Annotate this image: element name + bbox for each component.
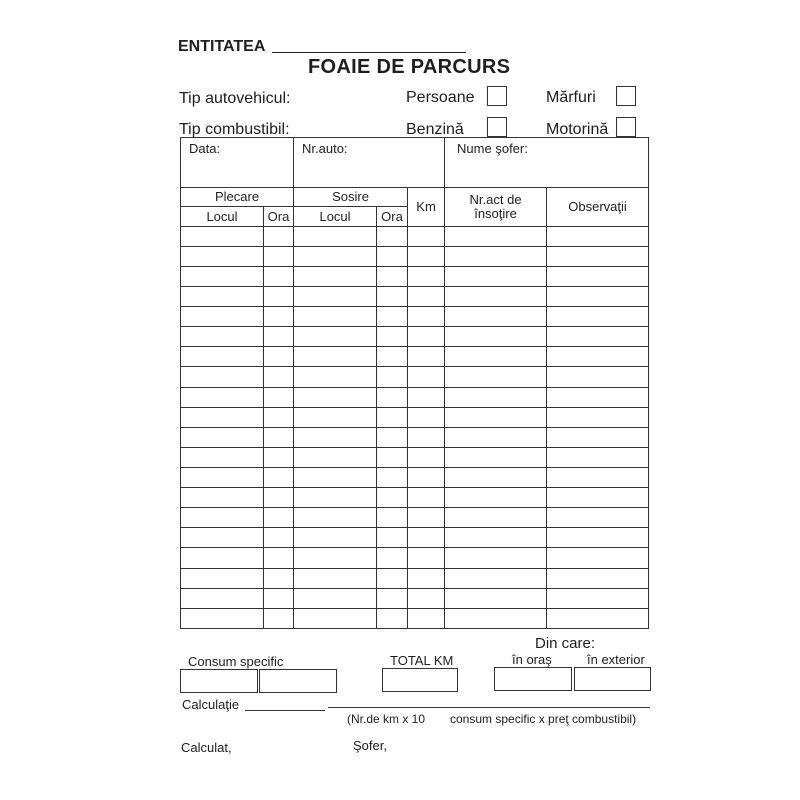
- of-which-label: Din care:: [535, 635, 596, 652]
- arrival-place-cell[interactable]: [294, 588, 377, 608]
- departure-hour-cell[interactable]: [264, 427, 294, 447]
- consumption-box-2[interactable]: [259, 669, 337, 693]
- arrival-place-cell[interactable]: [294, 387, 377, 407]
- arrival-place-cell[interactable]: [294, 367, 377, 387]
- departure-place-cell[interactable]: [181, 367, 264, 387]
- departure-place-cell[interactable]: [181, 407, 264, 427]
- arrival-hour-cell[interactable]: [377, 608, 408, 628]
- date-cell[interactable]: [181, 138, 294, 188]
- departure-place-cell[interactable]: [181, 347, 264, 367]
- km-cell[interactable]: [408, 287, 445, 307]
- document-cell[interactable]: [445, 588, 547, 608]
- marfuri-checkbox[interactable]: [616, 86, 636, 106]
- arrival-hour-cell[interactable]: [377, 548, 408, 568]
- total-km-box[interactable]: [382, 668, 458, 692]
- consumption-box-1[interactable]: [180, 669, 258, 693]
- arrival-place-cell[interactable]: [294, 608, 377, 628]
- persoane-checkbox[interactable]: [487, 86, 507, 106]
- departure-header: Plecare: [181, 187, 294, 207]
- departure-hour-cell[interactable]: [264, 327, 294, 347]
- notes-cell[interactable]: [547, 528, 649, 548]
- document-cell[interactable]: [445, 266, 547, 286]
- table-row: [181, 266, 649, 286]
- km-cell[interactable]: [408, 226, 445, 246]
- arrival-hour-header: Ora: [377, 207, 408, 227]
- departure-hour-cell[interactable]: [264, 447, 294, 467]
- arrival-hour-cell[interactable]: [377, 488, 408, 508]
- arrival-place-cell[interactable]: [294, 568, 377, 588]
- arrival-hour-cell[interactable]: [377, 468, 408, 488]
- km-cell[interactable]: [408, 528, 445, 548]
- departure-hour-cell[interactable]: [264, 266, 294, 286]
- departure-hour-cell[interactable]: [264, 588, 294, 608]
- departure-hour-cell[interactable]: [264, 568, 294, 588]
- departure-place-header: Locul: [181, 207, 264, 227]
- arrival-place-header: Locul: [294, 207, 377, 227]
- document-cell[interactable]: [445, 226, 547, 246]
- table-row: [181, 468, 649, 488]
- departure-place-cell[interactable]: [181, 508, 264, 528]
- departure-place-cell[interactable]: [181, 568, 264, 588]
- arrival-hour-cell[interactable]: [377, 588, 408, 608]
- departure-place-cell[interactable]: [181, 266, 264, 286]
- departure-hour-cell[interactable]: [264, 608, 294, 628]
- table-row: [181, 427, 649, 447]
- formula-left-text: (Nr.de km x 10: [347, 712, 426, 726]
- arrival-place-cell[interactable]: [294, 407, 377, 427]
- table-row: [181, 588, 649, 608]
- plate-label: Nr.auto:: [302, 141, 348, 156]
- notes-cell[interactable]: [547, 287, 649, 307]
- document-cell[interactable]: [445, 287, 547, 307]
- trip-log-table: [180, 137, 649, 629]
- departure-hour-header: Ora: [264, 207, 294, 227]
- total-km-label: TOTAL KM: [390, 653, 454, 668]
- km-cell[interactable]: [408, 608, 445, 628]
- outside-city-label: în exterior: [587, 652, 645, 667]
- arrival-hour-cell[interactable]: [377, 367, 408, 387]
- option-benzina-label: Benzină: [406, 121, 464, 138]
- departure-hour-cell[interactable]: [264, 548, 294, 568]
- option-persoane-label: Persoane: [406, 89, 475, 106]
- calculated-by-label: Calculat,: [181, 740, 232, 755]
- km-cell[interactable]: [408, 407, 445, 427]
- arrival-place-cell[interactable]: [294, 287, 377, 307]
- arrival-place-cell[interactable]: [294, 266, 377, 286]
- document-header-line1: Nr.act de: [469, 191, 522, 207]
- km-cell[interactable]: [408, 568, 445, 588]
- notes-cell[interactable]: [547, 226, 649, 246]
- departure-hour-cell[interactable]: [264, 508, 294, 528]
- document-cell[interactable]: [445, 548, 547, 568]
- driver-signature-label: Şofer,: [353, 738, 387, 753]
- arrival-hour-cell[interactable]: [377, 307, 408, 327]
- document-cell[interactable]: [445, 387, 547, 407]
- notes-cell[interactable]: [547, 548, 649, 568]
- arrival-place-cell[interactable]: [294, 548, 377, 568]
- document-cell[interactable]: [445, 528, 547, 548]
- calculation-label: Calculaţie: [182, 697, 240, 712]
- document-cell[interactable]: [445, 488, 547, 508]
- document-cell[interactable]: [445, 307, 547, 327]
- km-cell[interactable]: [408, 468, 445, 488]
- arrival-hour-cell[interactable]: [377, 508, 408, 528]
- arrival-hour-cell[interactable]: [377, 568, 408, 588]
- option-motorina-label: Motorină: [546, 121, 609, 138]
- arrival-place-cell[interactable]: [294, 226, 377, 246]
- document-cell[interactable]: [445, 508, 547, 528]
- departure-hour-cell[interactable]: [264, 468, 294, 488]
- notes-cell[interactable]: [547, 307, 649, 327]
- km-cell[interactable]: [408, 508, 445, 528]
- notes-cell[interactable]: [547, 327, 649, 347]
- arrival-hour-cell[interactable]: [377, 447, 408, 467]
- departure-hour-cell[interactable]: [264, 367, 294, 387]
- document-cell[interactable]: [445, 447, 547, 467]
- outside-city-box[interactable]: [574, 667, 651, 691]
- notes-cell[interactable]: [547, 246, 649, 266]
- arrival-hour-cell[interactable]: [377, 287, 408, 307]
- entity-label: ENTITATEA: [178, 38, 266, 55]
- document-header-line2: însoţire: [474, 205, 517, 221]
- in-city-box[interactable]: [494, 667, 572, 691]
- document-cell[interactable]: [445, 246, 547, 266]
- table-row: [181, 246, 649, 266]
- document-cell[interactable]: [445, 608, 547, 628]
- departure-place-cell[interactable]: [181, 608, 264, 628]
- arrival-place-cell[interactable]: [294, 528, 377, 548]
- document-cell[interactable]: [445, 468, 547, 488]
- departure-hour-cell[interactable]: [264, 307, 294, 327]
- arrival-hour-cell[interactable]: [377, 246, 408, 266]
- departure-place-cell[interactable]: [181, 447, 264, 467]
- table-row: [181, 327, 649, 347]
- arrival-hour-cell[interactable]: [377, 266, 408, 286]
- formula-line: [328, 707, 650, 708]
- document-cell[interactable]: [445, 427, 547, 447]
- departure-place-cell[interactable]: [181, 226, 264, 246]
- driver-name-label: Nume şofer:: [457, 141, 528, 156]
- document-cell[interactable]: [445, 367, 547, 387]
- arrival-place-cell[interactable]: [294, 488, 377, 508]
- arrival-hour-cell[interactable]: [377, 387, 408, 407]
- notes-cell[interactable]: [547, 508, 649, 528]
- arrival-place-cell[interactable]: [294, 468, 377, 488]
- notes-header: Observaţii: [547, 187, 649, 226]
- document-cell[interactable]: [445, 347, 547, 367]
- km-cell[interactable]: [408, 447, 445, 467]
- page-title: FOAIE DE PARCURS: [308, 56, 511, 78]
- option-marfuri-label: Mărfuri: [546, 89, 596, 106]
- km-header: Km: [408, 187, 445, 226]
- departure-hour-cell[interactable]: [264, 226, 294, 246]
- km-cell[interactable]: [408, 327, 445, 347]
- table-row: [181, 347, 649, 367]
- departure-hour-cell[interactable]: [264, 528, 294, 548]
- notes-cell[interactable]: [547, 367, 649, 387]
- departure-hour-cell[interactable]: [264, 287, 294, 307]
- arrival-place-cell[interactable]: [294, 447, 377, 467]
- arrival-place-cell[interactable]: [294, 307, 377, 327]
- departure-place-cell[interactable]: [181, 327, 264, 347]
- departure-place-cell[interactable]: [181, 287, 264, 307]
- notes-cell[interactable]: [547, 387, 649, 407]
- departure-hour-cell[interactable]: [264, 387, 294, 407]
- arrival-hour-cell[interactable]: [377, 427, 408, 447]
- calculation-field-line[interactable]: [245, 710, 325, 711]
- km-cell[interactable]: [408, 548, 445, 568]
- plate-cell[interactable]: [294, 138, 445, 188]
- notes-cell[interactable]: [547, 488, 649, 508]
- departure-place-cell[interactable]: [181, 548, 264, 568]
- motorina-checkbox[interactable]: [616, 117, 636, 137]
- benzina-checkbox[interactable]: [487, 117, 507, 137]
- table-row: [181, 608, 649, 628]
- notes-cell[interactable]: [547, 568, 649, 588]
- departure-hour-cell[interactable]: [264, 246, 294, 266]
- departure-hour-cell[interactable]: [264, 347, 294, 367]
- arrival-hour-cell[interactable]: [377, 327, 408, 347]
- departure-place-cell[interactable]: [181, 488, 264, 508]
- table-row: [181, 447, 649, 467]
- document-cell[interactable]: [445, 327, 547, 347]
- notes-cell[interactable]: [547, 427, 649, 447]
- table-row: [181, 488, 649, 508]
- table-row: [181, 548, 649, 568]
- table-row: [181, 287, 649, 307]
- km-cell[interactable]: [408, 347, 445, 367]
- notes-cell[interactable]: [547, 407, 649, 427]
- table-row: [181, 508, 649, 528]
- arrival-place-cell[interactable]: [294, 427, 377, 447]
- arrival-hour-cell[interactable]: [377, 528, 408, 548]
- table-row: [181, 307, 649, 327]
- departure-place-cell[interactable]: [181, 427, 264, 447]
- arrival-hour-cell[interactable]: [377, 226, 408, 246]
- notes-cell[interactable]: [547, 588, 649, 608]
- date-label: Data:: [189, 141, 221, 156]
- departure-place-cell[interactable]: [181, 468, 264, 488]
- km-cell[interactable]: [408, 307, 445, 327]
- formula-right-text: consum specific x preţ combustibil): [450, 712, 637, 726]
- departure-place-cell[interactable]: [181, 387, 264, 407]
- notes-cell[interactable]: [547, 608, 649, 628]
- departure-place-cell[interactable]: [181, 528, 264, 548]
- table-row: [181, 226, 649, 246]
- table-row: [181, 407, 649, 427]
- km-cell[interactable]: [408, 246, 445, 266]
- table-row: [181, 528, 649, 548]
- document-header: [445, 187, 547, 226]
- table-row: [181, 387, 649, 407]
- notes-cell[interactable]: [547, 347, 649, 367]
- arrival-place-cell[interactable]: [294, 246, 377, 266]
- arrival-hour-cell[interactable]: [377, 347, 408, 367]
- departure-place-cell[interactable]: [181, 246, 264, 266]
- km-cell[interactable]: [408, 427, 445, 447]
- vehicle-type-label: Tip autovehicul:: [179, 90, 291, 107]
- notes-cell[interactable]: [547, 266, 649, 286]
- document-cell[interactable]: [445, 407, 547, 427]
- notes-cell[interactable]: [547, 447, 649, 467]
- arrival-hour-cell[interactable]: [377, 407, 408, 427]
- in-city-label: în oraş: [512, 652, 552, 667]
- departure-hour-cell[interactable]: [264, 407, 294, 427]
- entity-field-line[interactable]: [272, 52, 466, 53]
- fuel-type-label: Tip combustibil:: [179, 121, 290, 138]
- km-cell[interactable]: [408, 266, 445, 286]
- km-cell[interactable]: [408, 588, 445, 608]
- departure-place-cell[interactable]: [181, 307, 264, 327]
- table-row: [181, 367, 649, 387]
- departure-place-cell[interactable]: [181, 588, 264, 608]
- km-cell[interactable]: [408, 488, 445, 508]
- arrival-place-cell[interactable]: [294, 508, 377, 528]
- departure-hour-cell[interactable]: [264, 488, 294, 508]
- table-row: [181, 568, 649, 588]
- km-cell[interactable]: [408, 367, 445, 387]
- arrival-place-cell[interactable]: [294, 347, 377, 367]
- km-cell[interactable]: [408, 387, 445, 407]
- arrival-place-cell[interactable]: [294, 327, 377, 347]
- notes-cell[interactable]: [547, 468, 649, 488]
- arrival-header: Sosire: [294, 187, 408, 207]
- document-cell[interactable]: [445, 568, 547, 588]
- driver-cell[interactable]: [445, 138, 649, 188]
- specific-consumption-label: Consum specific: [188, 654, 284, 669]
